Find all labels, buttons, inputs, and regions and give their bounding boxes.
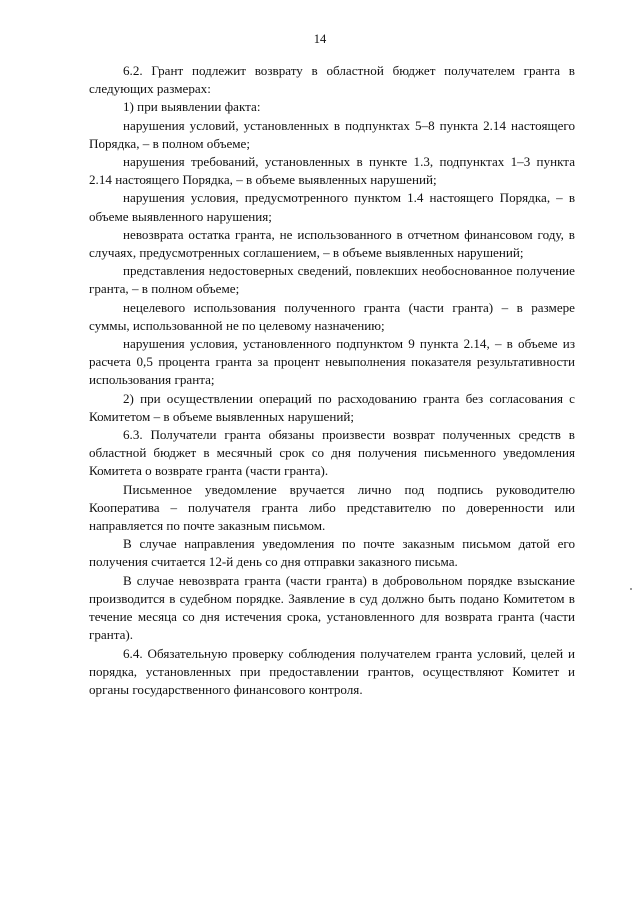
list-subitem: представления недостоверных сведений, повлекших необоснованное получение гранта, – в полном объеме; bbox=[89, 263, 575, 297]
page-number: 14 bbox=[313, 32, 327, 46]
paragraph-6-4: 6.4. Обязательную проверку соблюдения получателем гранта условий, целей и порядка, установленных при предоставлении грантов, осуществляют Комитет и органы государственного финансового контроля. bbox=[89, 645, 575, 697]
paragraph-6-3: 6.3. Получатели гранта обязаны произвести возврат полученных средств в областной бюджет в месячный срок со дня получения письменного уведомления Комитета о возврате гранта (части гранта). bbox=[89, 427, 575, 479]
paragraph-court-recovery: В случае невозврата гранта (части гранта) в добровольном порядке взыскание производится в судебном порядке. Заявление в суд должно быть подано Комитетом в течение месяца со дня истечения срока, установленного для возврата гранта (части гранта). bbox=[89, 572, 575, 643]
list-subitem: нарушения условий, установленных в подпунктах 5–8 пункта 2.14 настоящего Порядка, – в полном объеме; bbox=[89, 117, 575, 151]
list-subitem: нарушения требований, установленных в пункте 1.3, подпунктах 1–3 пункта 2.14 настоящего Порядка, – в объеме выявленных нарушений; bbox=[89, 154, 575, 188]
paragraph-postal-receipt: В случае направления уведомления по почте заказным письмом датой его получения считается 12-й день со дня отправки заказного письма. bbox=[89, 536, 575, 570]
scan-dot bbox=[630, 588, 632, 590]
list-subitem: невозврата остатка гранта, не использованного в отчетном финансовом году, в случаях, предусмотренных соглашением, – в объеме выявленных нарушений; bbox=[89, 226, 575, 261]
list-subitem: нарушения условия, установленного подпунктом 9 пункта 2.14, – в объеме из расчета 0,5 процента гранта за процент невыполнения показателя результативности использования гранта; bbox=[89, 336, 575, 388]
list-item-1: 1) при выявлении факта: bbox=[123, 99, 261, 115]
list-subitem: нарушения условия, предусмотренного пунктом 1.4 настоящего Порядка, – в объеме выявленного нарушения; bbox=[89, 190, 575, 224]
paragraph-notification: Письменное уведомление вручается лично под подпись руководителю Кооператива – получателя гранта либо представителю по доверенности или направляется по почте заказным письмом. bbox=[89, 481, 575, 534]
list-item-2: 2) при осуществлении операций по расходованию гранта без согласования с Комитетом – в объеме выявленных нарушений; bbox=[89, 390, 575, 424]
paragraph-6-2: 6.2. Грант подлежит возврату в областной бюджет получателем гранта в следующих размерах: bbox=[89, 63, 575, 97]
document-body bbox=[89, 62, 575, 699]
list-subitem: нецелевого использования полученного гранта (части гранта) – в размере суммы, использованной не по целевому назначению; bbox=[89, 299, 575, 333]
